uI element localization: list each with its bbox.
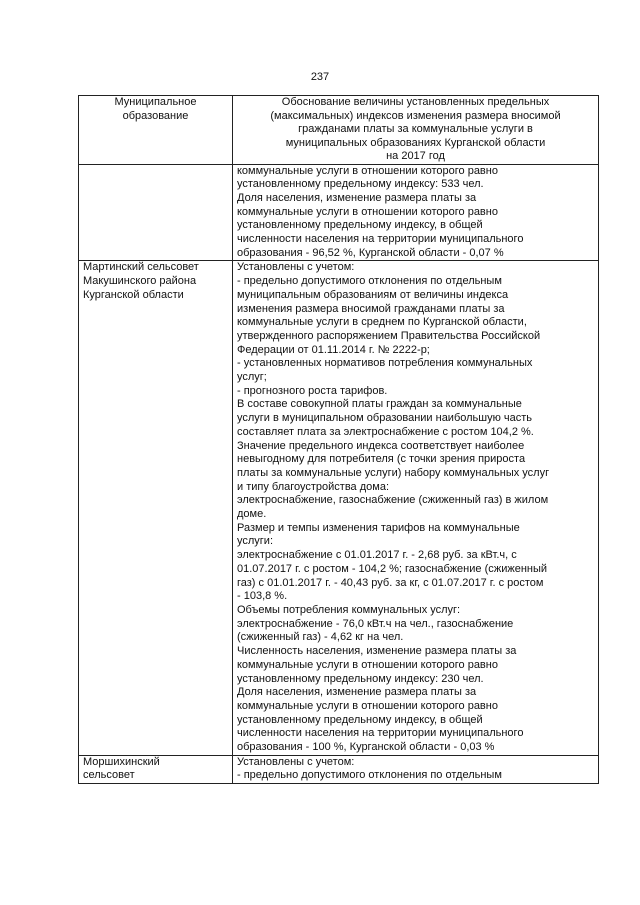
justification-line: Установлены с учетом: bbox=[237, 261, 355, 274]
header-col1-line: Муниципальное bbox=[114, 96, 197, 108]
justification-line: невыгодному для потребителя (с точки зрения прироста bbox=[237, 453, 526, 466]
justification-line: платы за коммунальные услуги) набору коммунальных услуг bbox=[237, 466, 550, 479]
table-row bbox=[79, 164, 599, 261]
municipality-line: Макушинского района bbox=[83, 275, 197, 288]
justification-line: - установленных нормативов потребления коммунальных bbox=[237, 357, 533, 370]
justification-line: Объемы потребления коммунальных услуг: bbox=[237, 604, 461, 616]
justification-line: электроснабжение с 01.01.2017 г. - 2,68 руб. за кВт.ч, с bbox=[237, 549, 517, 562]
justification-line: коммунальные услуги в отношении которого равно bbox=[237, 164, 498, 177]
justification-line: составляет плата за электроснабжение с ростом 104,2 %. bbox=[237, 425, 534, 438]
justification-line: Численность населения, изменение размера платы за bbox=[237, 645, 517, 658]
justification-line: Доля населения, изменение размера платы за bbox=[237, 191, 477, 204]
justification-cell bbox=[233, 261, 599, 755]
justification-line: услуг; bbox=[237, 371, 267, 384]
justification-line: установленному предельному индексу, в общей bbox=[237, 219, 483, 232]
municipality-line: сельсовет bbox=[83, 769, 135, 782]
page-number: 237 bbox=[310, 71, 330, 83]
justification-line: изменения размера вносимой гражданами платы за bbox=[237, 302, 505, 315]
header-col2-line: гражданами платы за коммунальные услуги в bbox=[298, 123, 533, 135]
justification-line: установленному предельному индексу: 533 чел. bbox=[237, 178, 484, 191]
table-header-row bbox=[79, 96, 599, 165]
justification-line: электроснабжение - 76,0 кВт.ч на чел., газоснабжение bbox=[237, 617, 514, 630]
justification-line: Доля населения, изменение размера платы за bbox=[237, 686, 477, 699]
justification-line: численности населения на территории муниципального bbox=[237, 233, 524, 246]
justification-line: Федерации от 01.11.2014 г. № 2222-р; bbox=[237, 343, 430, 356]
municipality-line: Курганской области bbox=[83, 288, 184, 301]
justification-line: - предельно допустимого отклонения по отдельным bbox=[237, 275, 502, 288]
header-col1-line: образование bbox=[122, 109, 189, 122]
municipality-line: Моршихинский bbox=[83, 755, 160, 768]
justification-line: Установлены с учетом: bbox=[237, 755, 355, 768]
justification-line: численности населения на территории муниципального bbox=[237, 727, 524, 740]
justification-cell bbox=[233, 164, 599, 261]
justification-line: коммунальные услуги в среднем по Курганской области, bbox=[237, 316, 527, 329]
justification-line: (сжиженный газ) - 4,62 кг на чел. bbox=[237, 631, 404, 644]
justification-line: - 103,8 %. bbox=[237, 590, 288, 603]
justification-line: Значение предельного индекса соответствует наиболее bbox=[237, 439, 525, 452]
header-justification bbox=[233, 96, 599, 165]
table-row bbox=[79, 755, 599, 783]
justification-line: установленному предельному индексу, в общей bbox=[237, 713, 483, 726]
justification-line: коммунальные услуги в отношении которого равно bbox=[237, 699, 498, 712]
header-col2-line: муниципальных образованиях Курганской области bbox=[285, 136, 546, 149]
header-col2-line: Обоснование величины установленных предельных bbox=[281, 96, 550, 108]
justification-line: доме. bbox=[237, 508, 267, 521]
justification-line: электроснабжение, газоснабжение (сжиженный газ) в жилом bbox=[237, 494, 549, 507]
justification-line: - предельно допустимого отклонения по отдельным bbox=[237, 769, 502, 782]
justification-line: образования - 100 %, Курганской области - 0,03 % bbox=[237, 741, 495, 754]
justification-line: коммунальные услуги в отношении которого равно bbox=[237, 658, 498, 671]
header-municipality bbox=[79, 96, 233, 165]
justification-line: установленному предельному индексу: 230 чел. bbox=[237, 672, 484, 685]
municipality-cell bbox=[79, 755, 233, 783]
justification-line: газ) с 01.01.2017 г. - 40,43 руб. за кг, с 01.07.2017 г. с ростом bbox=[237, 576, 544, 589]
justification-table bbox=[78, 95, 599, 784]
justification-line: коммунальные услуги в отношении которого равно bbox=[237, 205, 498, 218]
municipality-cell bbox=[79, 261, 233, 755]
justification-line: услуги: bbox=[237, 535, 274, 548]
municipality-line: Мартинский сельсовет bbox=[83, 261, 199, 274]
justification-line: муниципальным образованиям от величины индекса bbox=[237, 288, 509, 301]
municipality-cell bbox=[79, 164, 233, 261]
justification-line: утвержденного распоряжением Правительства Российской bbox=[237, 329, 541, 342]
justification-line: - прогнозного роста тарифов. bbox=[237, 384, 388, 397]
justification-line: услуги в муниципальном образовании наибольшую часть bbox=[237, 412, 533, 425]
table-row bbox=[79, 261, 599, 755]
justification-line: и типу благоустройства дома: bbox=[237, 480, 390, 493]
justification-line: Размер и темпы изменения тарифов на коммунальные bbox=[237, 521, 520, 534]
justification-line: В составе совокупной платы граждан за коммунальные bbox=[237, 398, 522, 411]
justification-line: 01.07.2017 г. с ростом - 104,2 %; газоснабжение (сжиженный bbox=[237, 562, 548, 575]
justification-line: образования - 96,52 %, Курганской области - 0,07 % bbox=[237, 246, 504, 259]
justification-cell bbox=[233, 755, 599, 783]
header-col2-line: (максимальных) индексов изменения размера вносимой bbox=[270, 109, 561, 122]
header-col2-line: на 2017 год bbox=[386, 150, 445, 162]
